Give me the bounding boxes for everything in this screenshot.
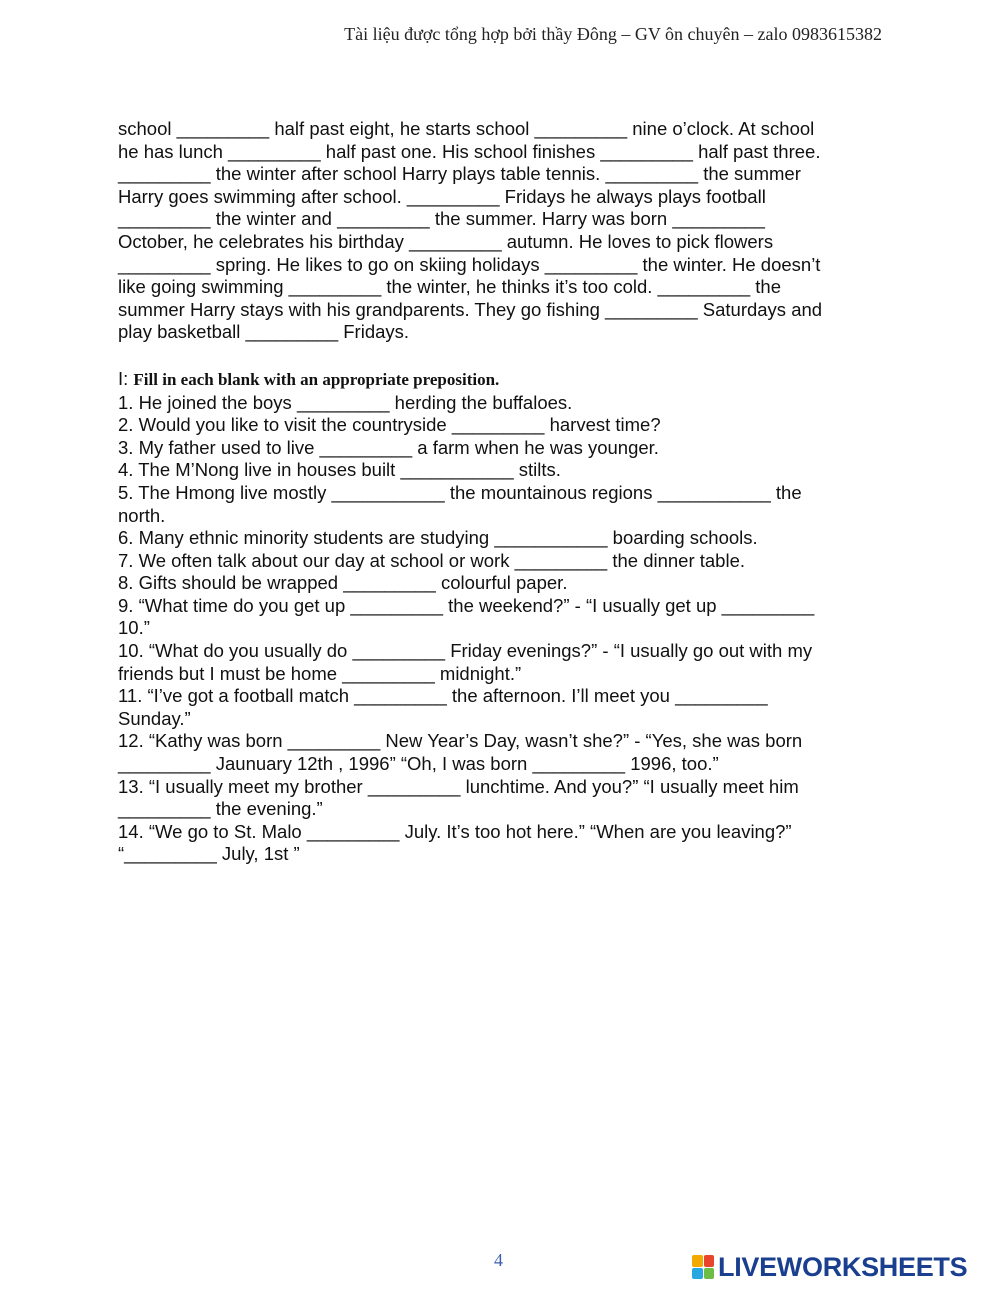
exercise-line: 13. “I usually meet my brother _________ lunchtime. And you?” “I usually meet him — [118, 775, 799, 797]
passage-line: like going swimming _________ the winter, he thinks it’s too cold. _________ the — [118, 276, 782, 298]
exercise-instruction: Fill in each blank with an appropriate preposition. — [133, 369, 500, 389]
passage-line: October, he celebrates his birthday _________ autumn. He loves to pick flowers — [118, 230, 774, 252]
logo-square-icon — [692, 1268, 703, 1280]
exercise-line: friends but I must be home _________ midnight.” — [118, 662, 522, 684]
liveworksheets-brand[interactable] — [692, 1252, 992, 1282]
document-header: Tài liệu được tổng hợp bởi thầy Đông – GV ôn chuyên – zalo 0983615382 — [344, 24, 882, 44]
exercise-line: 2. Would you like to visit the countryside _________ harvest time? — [118, 414, 661, 436]
exercise-line: 12. “Kathy was born _________ New Year’s Day, wasn’t she?” - “Yes, she was born — [118, 730, 803, 752]
exercise-line: 8. Gifts should be wrapped _________ colourful paper. — [118, 572, 568, 594]
exercise-line: _________ Jaunuary 12th , 1996” “Oh, I was born _________ 1996, too.” — [118, 753, 719, 775]
passage-line: _________ the winter and _________ the summer. Harry was born _________ — [118, 208, 765, 230]
passage-line: _________ spring. He likes to go on skiing holidays _________ the winter. He doesn’t — [118, 253, 821, 275]
logo-square-icon — [704, 1255, 715, 1267]
exercise-heading — [118, 368, 878, 392]
exercise-line: 3. My father used to live _________ a farm when he was younger. — [118, 436, 659, 458]
passage-line: summer Harry stays with his grandparents. They go fishing _________ Saturdays and — [118, 298, 823, 320]
passage — [118, 118, 878, 344]
exercise-line: 10. “What do you usually do _________ Friday evenings?” - “I usually go out with my — [118, 640, 813, 662]
exercise-line: 9. “What time do you get up _________ the weekend?” - “I usually get up _________ — [118, 594, 815, 616]
page-number: 4 — [494, 1250, 503, 1270]
exercise-line: 11. “I’ve got a football match _________ the afternoon. I’ll meet you _________ — [118, 685, 768, 707]
exercise-line: 6. Many ethnic minority students are studying ___________ boarding schools. — [118, 527, 758, 549]
passage-line: play basketball _________ Fridays. — [118, 321, 410, 343]
passage-line: he has lunch _________ half past one. His school finishes _________ half past three. — [118, 140, 821, 162]
document-body — [118, 118, 878, 866]
exercise-line: 10.” — [118, 617, 150, 639]
passage-line: Harry goes swimming after school. _________ Fridays he always plays football — [118, 185, 766, 207]
exercise-line: Sunday.” — [118, 707, 191, 729]
exercise-line: 7. We often talk about our day at school or work _________ the dinner table. — [118, 549, 746, 571]
passage-line: _________ the winter after school Harry plays table tennis. _________ the summer — [118, 163, 801, 185]
passage-line: school _________ half past eight, he starts school _________ nine o’clock. At school — [118, 118, 815, 139]
exercise-line: north. — [118, 504, 166, 526]
exercise-line: _________ the evening.” — [118, 798, 323, 820]
section-spacer — [118, 344, 878, 368]
liveworksheets-logo-icon — [692, 1255, 714, 1279]
exercise-line: “_________ July, 1st ” — [118, 843, 300, 865]
exercise-line: 14. “We go to St. Malo _________ July. It’s too hot here.” “When are you leaving?” — [118, 820, 792, 842]
exercise-items — [118, 392, 878, 866]
logo-square-icon — [704, 1268, 715, 1280]
exercise-line: 4. The M’Nong live in houses built ___________ stilts. — [118, 459, 561, 481]
logo-square-icon — [692, 1255, 703, 1267]
exercise-label: I: — [118, 367, 134, 389]
exercise-line: 5. The Hmong live mostly ___________ the mountainous regions ___________ the — [118, 481, 802, 503]
exercise-line: 1. He joined the boys _________ herding the buffaloes. — [118, 391, 573, 413]
brand-text: LIVEWORKSHEETS — [718, 1251, 968, 1282]
